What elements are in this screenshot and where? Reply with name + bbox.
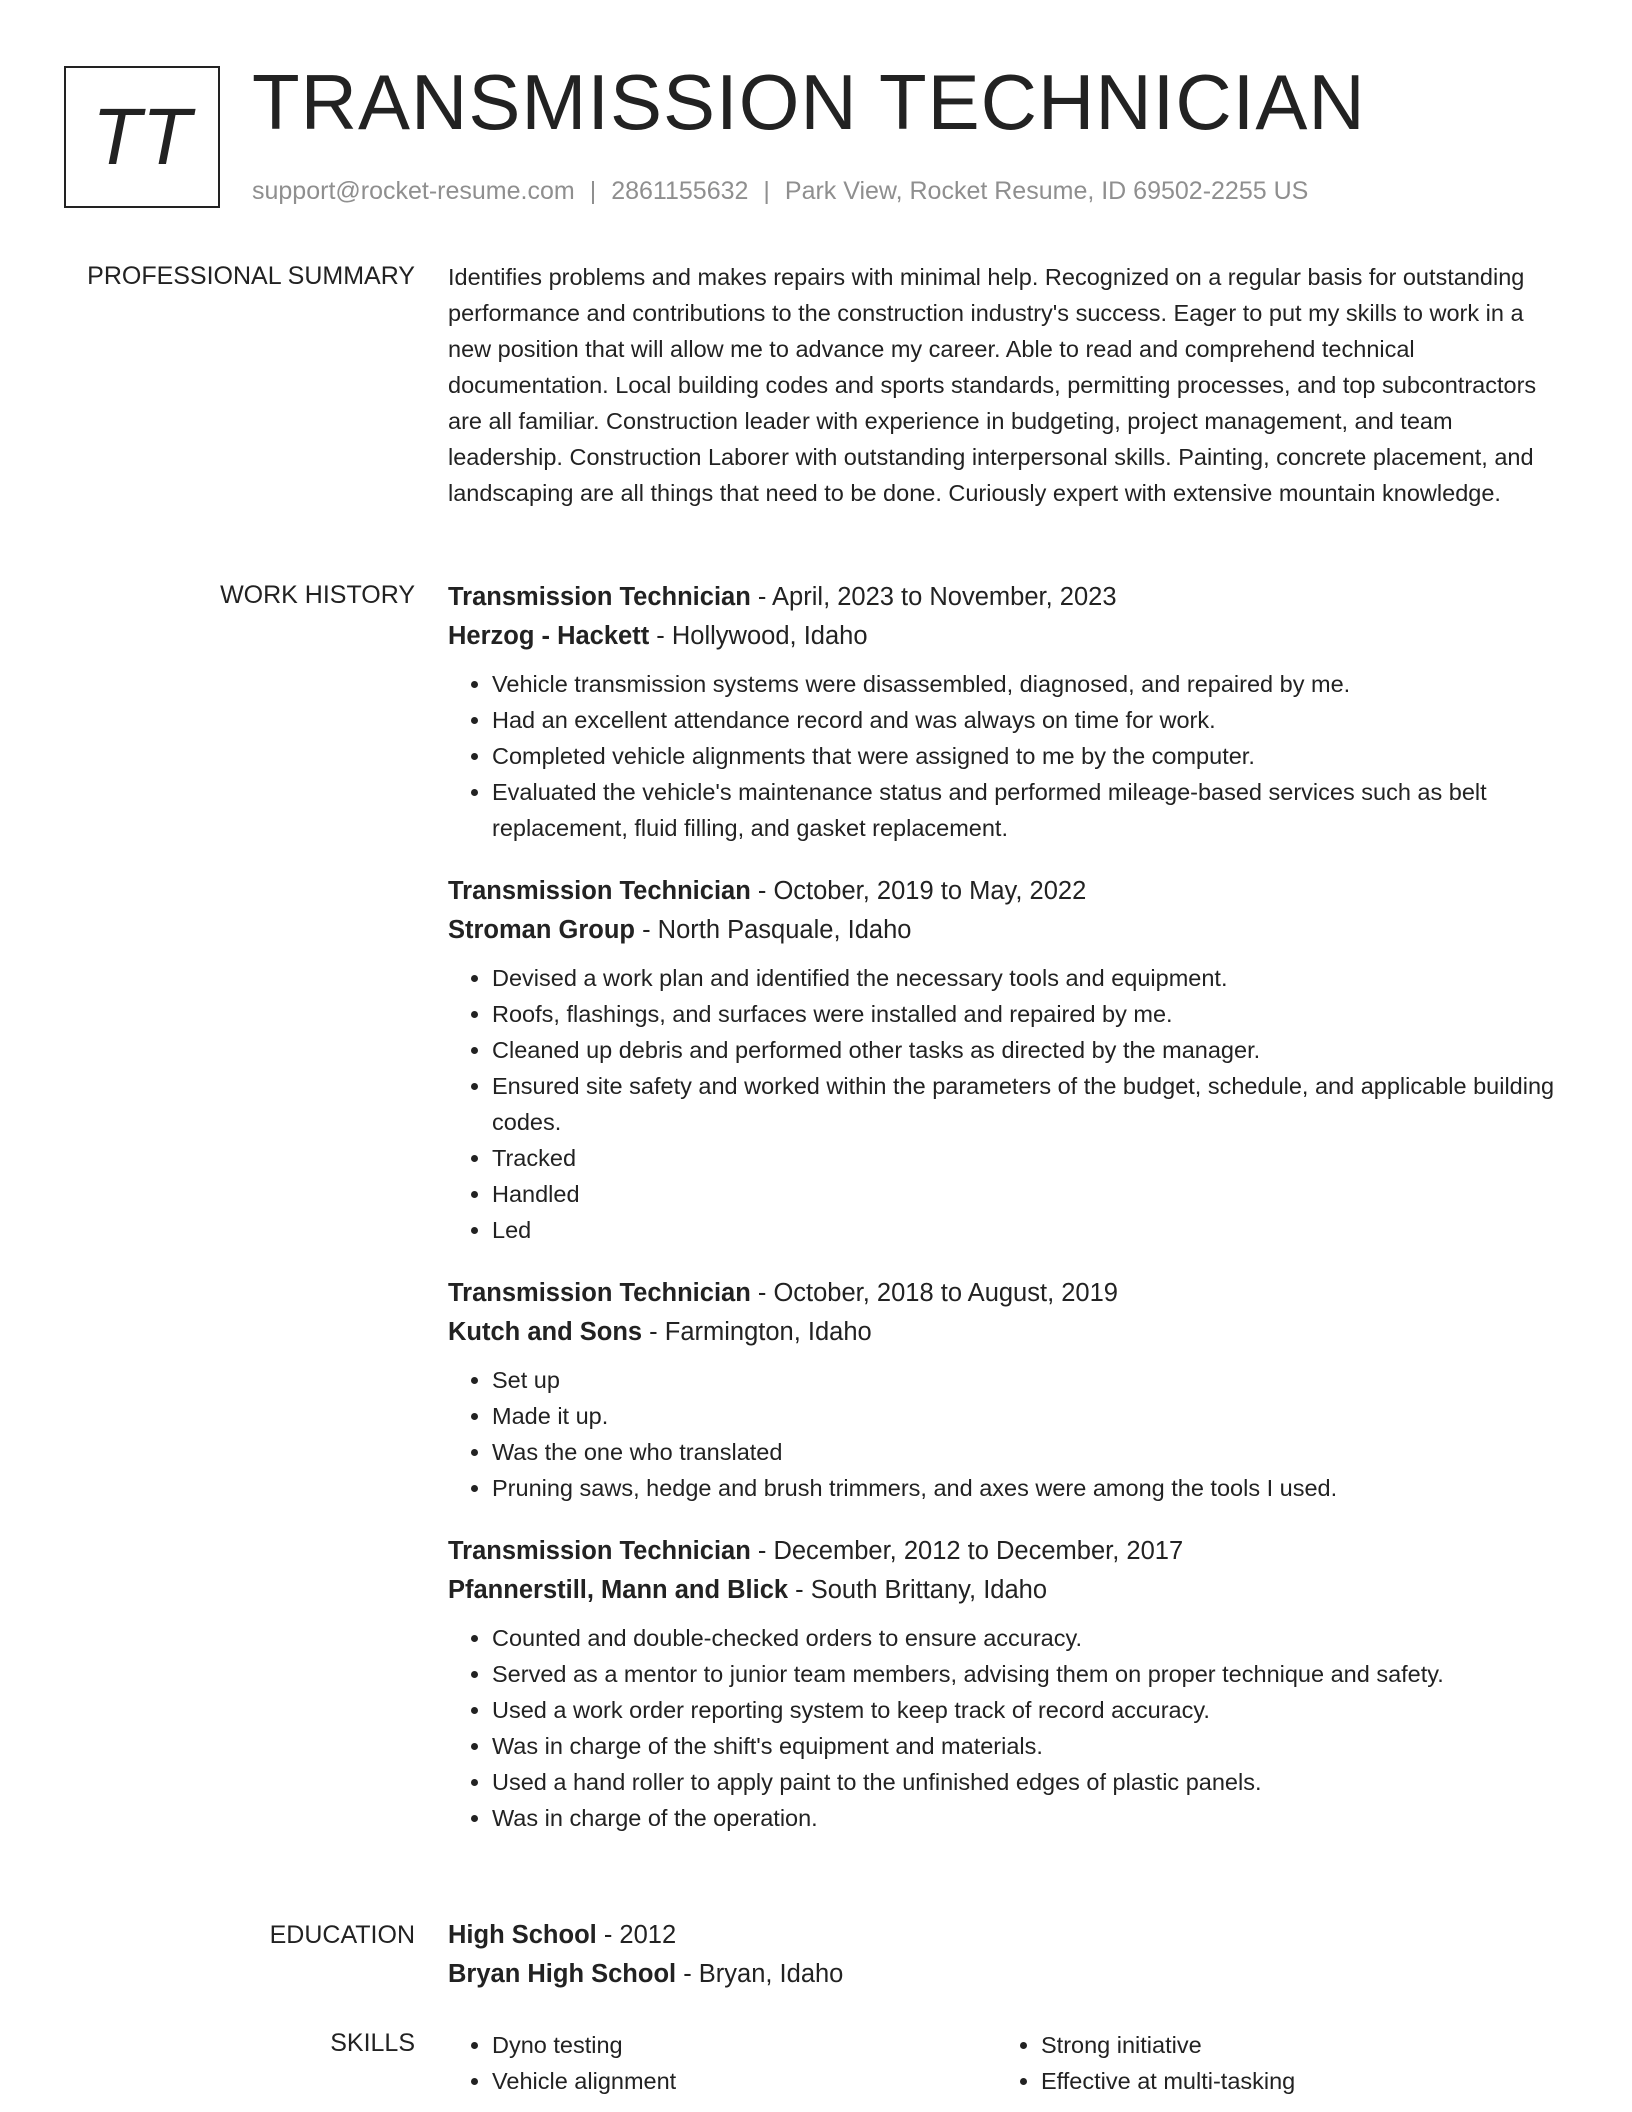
job-bullet: • Was in charge of the shift's equipment and materials.	[492, 1728, 1568, 1764]
job-title-line	[448, 872, 1568, 911]
job-title: Transmission Technician	[448, 1537, 751, 1565]
job-bullets	[448, 1362, 1568, 1506]
contact-separator: |	[589, 177, 597, 205]
job-company: Stroman Group	[448, 916, 636, 944]
job-bullet: • Was the one who translated	[492, 1434, 1568, 1470]
job-bullet: • Evaluated the vehicle's maintenance status and performed mileage-based services such as belt replacement, fluid filling, and gasket replacement.	[492, 774, 1568, 846]
job-bullet: • Devised a work plan and identified the necessary tools and equipment.	[492, 960, 1568, 996]
section-label-work-history: WORK HISTORY	[220, 581, 415, 609]
job-entry	[448, 1532, 1568, 1836]
education-location: - Bryan, Idaho	[676, 1960, 844, 1988]
job-location: - Farmington, Idaho	[642, 1318, 872, 1346]
candidate-name: TRANSMISSION TECHNICIAN	[252, 58, 1366, 146]
job-title-line	[448, 1274, 1568, 1313]
job-company-line	[448, 617, 1568, 656]
job-dates: - October, 2019 to May, 2022	[750, 877, 1087, 905]
job-location: - North Pasquale, Idaho	[635, 916, 912, 944]
job-bullet: • Had an excellent attendance record and was always on time for work.	[492, 702, 1568, 738]
job-bullet: • Set up	[492, 1362, 1568, 1398]
job-location: - Hollywood, Idaho	[649, 622, 868, 650]
job-bullet: • Handled	[492, 1176, 1568, 1212]
job-company-line	[448, 1313, 1568, 1352]
job-bullet: • Cleaned up debris and performed other tasks as directed by the manager.	[492, 1032, 1568, 1068]
skills-section	[448, 2027, 1568, 2099]
job-entry	[448, 872, 1568, 1248]
jobs-list	[448, 578, 1568, 1836]
job-title-line	[448, 1532, 1568, 1571]
job-company-line	[448, 1571, 1568, 1610]
job-title: Transmission Technician	[448, 877, 751, 905]
section-label-skills: SKILLS	[330, 2029, 415, 2057]
skill-item: • Dyno testing	[492, 2027, 997, 2063]
job-bullet: • Used a work order reporting system to keep track of record accuracy.	[492, 1692, 1568, 1728]
job-bullet: • Ensured site safety and worked within the parameters of the budget, schedule, and applicable building codes.	[492, 1068, 1568, 1140]
work-history-section	[448, 578, 1568, 1862]
education-year: - 2012	[596, 1921, 677, 1949]
job-bullet: • Used a hand roller to apply paint to the unfinished edges of plastic panels.	[492, 1764, 1568, 1800]
initials-monogram: TT	[64, 66, 220, 208]
job-bullets	[448, 1620, 1568, 1836]
contact-email[interactable]: support@rocket-resume.com	[252, 177, 575, 205]
job-dates: - October, 2018 to August, 2019	[750, 1279, 1118, 1307]
education-degree-line	[448, 1916, 1568, 1955]
job-bullet: • Served as a mentor to junior team members, advising them on proper technique and safety.	[492, 1656, 1568, 1692]
contact-phone: 2861155632	[611, 177, 749, 205]
skills-columns	[448, 2027, 1568, 2099]
job-title: Transmission Technician	[448, 583, 751, 611]
skill-item: • Strong initiative	[1041, 2027, 1546, 2063]
job-dates: - December, 2012 to December, 2017	[750, 1537, 1184, 1565]
job-title: Transmission Technician	[448, 1279, 751, 1307]
skills-list-left	[448, 2027, 997, 2099]
contact-line	[252, 174, 1308, 208]
job-bullet: • Was in charge of the operation.	[492, 1800, 1568, 1836]
contact-address: Park View, Rocket Resume, ID 69502-2255 US	[784, 177, 1309, 205]
job-bullets	[448, 960, 1568, 1248]
job-bullet: • Tracked	[492, 1140, 1568, 1176]
job-company-line	[448, 911, 1568, 950]
job-bullet: • Vehicle transmission systems were disassembled, diagnosed, and repaired by me.	[492, 666, 1568, 702]
job-location: - South Brittany, Idaho	[788, 1576, 1048, 1604]
skill-item: • Vehicle alignment	[492, 2063, 997, 2099]
job-bullet: • Counted and double-checked orders to ensure accuracy.	[492, 1620, 1568, 1656]
education-school: Bryan High School	[448, 1960, 677, 1988]
education-section	[448, 1916, 1568, 1994]
skill-item: • Effective at multi-tasking	[1041, 2063, 1546, 2099]
job-bullet: • Led	[492, 1212, 1568, 1248]
job-company: Pfannerstill, Mann and Blick	[448, 1576, 789, 1604]
job-company: Herzog - Hackett	[448, 622, 650, 650]
job-entry	[448, 1274, 1568, 1506]
section-label-summary: PROFESSIONAL SUMMARY	[87, 262, 415, 290]
section-label-education: EDUCATION	[269, 1921, 415, 1949]
job-bullet: • Made it up.	[492, 1398, 1568, 1434]
skills-list-right	[997, 2027, 1546, 2099]
job-entry	[448, 578, 1568, 846]
job-bullet: • Pruning saws, hedge and brush trimmers, and axes were among the tools I used.	[492, 1470, 1568, 1506]
job-company: Kutch and Sons	[448, 1318, 643, 1346]
job-bullet: • Roofs, flashings, and surfaces were installed and repaired by me.	[492, 996, 1568, 1032]
contact-separator: |	[763, 177, 770, 205]
education-degree: High School	[448, 1921, 597, 1949]
job-title-line	[448, 578, 1568, 617]
summary-section	[448, 259, 1568, 511]
job-bullets	[448, 666, 1568, 846]
education-school-line	[448, 1955, 1568, 1994]
job-dates: - April, 2023 to November, 2023	[750, 583, 1117, 611]
summary-text: Identifies problems and makes repairs with minimal help. Recognized on a regular basis for outstanding performance and contributions to the construction industry's success. Eager to put my skills to work in a new position that will allow me to advance my career. Able to read and comprehend technical documentation. Local building codes and sports standards, permitting processes, and top subcontractors are all familiar. Construction leader with experience in budgeting, project management, and team leadership. Construction Laborer with outstanding interpersonal skills. Painting, concrete placement, and landscaping are all things that need to be done. Curiously expert with extensive mountain knowledge.	[448, 264, 1537, 506]
job-bullet: • Completed vehicle alignments that were assigned to me by the computer.	[492, 738, 1568, 774]
